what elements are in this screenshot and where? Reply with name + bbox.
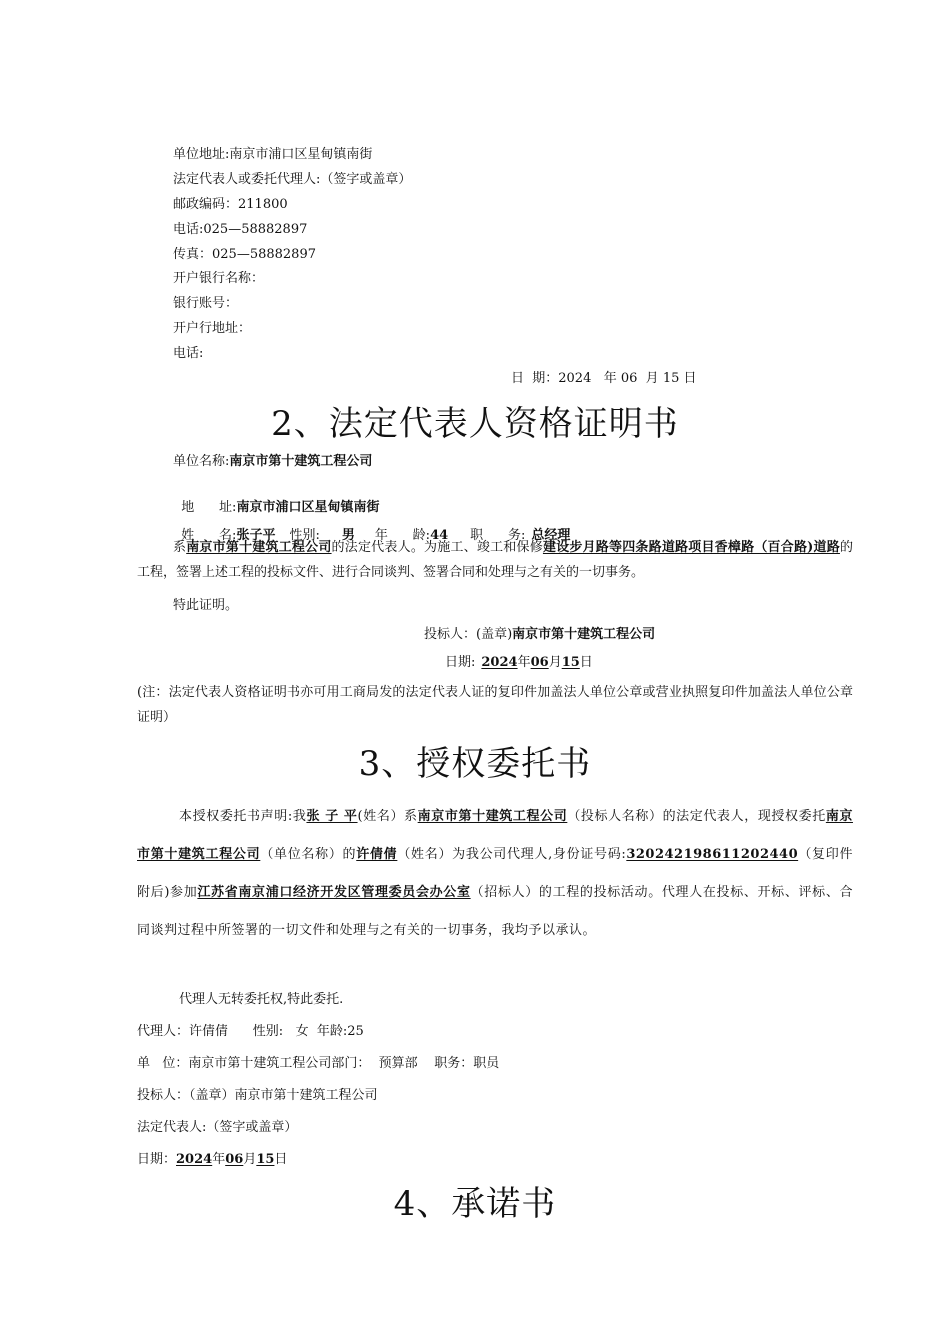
name-label: 姓 名: [181,528,237,543]
address-label: 地 址: [181,500,237,515]
auth-id: 320242198611202440 [626,847,799,862]
unit-name-label: 单位名称: [173,454,230,469]
auth-f: （复印件附后)参加 [137,847,853,900]
bidder-label: 投标人：(盖章) [424,627,513,642]
unit-name-row [173,453,372,471]
para-project: 建设步月路等四条路道路项目香樟路（百合路)道路 [542,540,840,555]
section4-title: 4、承诺书 [393,1184,557,1224]
post-value: 总经理 [531,528,571,543]
legal-rep-signature: 法定代表人或委托代理人:（签字或盖章） [173,172,412,187]
unit-name-value: 南京市第十建筑工程公司 [229,454,373,469]
section2-note: (注：法定代表人资格证明书亦可用工商局发的法定代表人证的复印件加盖法人单位公章或营业执照复印件加盖法人单位公章证明） [137,685,853,725]
postcode: 邮政编码：211800 [173,197,288,212]
date-month: 06 [530,655,549,670]
s3-month-unit: 月 [243,1152,257,1167]
phone-2: 电话: [173,346,204,361]
date-year: 2024 [481,655,518,670]
year-unit: 年 [517,655,531,670]
auth-g: （招标人）的工程的投标活动。代理人在投标、开标、评标、合同谈判过程中所签署的一切文件和处理与之有关的一切事务，我均予以承认。 [137,885,853,938]
auth-e: （姓名）为我公司代理人,身份证号码: [397,847,627,862]
section2-date [445,654,593,672]
bidder-info: 投标人：（盖章）南京市第十建筑工程公司 [137,1088,378,1103]
auth-agent: 许倩倩 [356,847,398,862]
auth-d: （单位名称）的 [260,847,357,862]
address-value: 南京市浦口区星甸镇南街 [236,500,380,515]
unit-info: 单 位：南京市第十建筑工程公司部门： 预算部 职务：职员 [137,1056,500,1071]
auth-tenderee: 江苏省南京浦口经济开发区管理委员会办公室 [197,885,471,900]
unit-address: 单位地址:南京市浦口区星甸镇南街 [173,147,373,162]
gender-value: 男 [341,528,355,543]
age-value: 44 [430,528,449,543]
auth-name: 张 子 平 [306,809,358,824]
section1-date: 日 期：2024 年 06 月 15 日 [511,371,697,386]
legal-rep-info: 法定代表人:（签字或盖章） [137,1120,298,1135]
month-unit: 月 [548,655,562,670]
s3-date-year: 2024 [176,1152,213,1167]
bank-name: 开户银行名称： [173,271,265,286]
para-mid: 的法定代表人。为施工、竣工和保修 [331,540,543,555]
bidder-row [424,626,655,644]
agent-info: 代理人：许倩倩 性别: 女 年龄:25 [137,1024,364,1039]
s3-day-unit: 日 [274,1152,288,1167]
auth-c: （投标人名称）的法定代表人，现授权委托 [567,809,826,824]
rep-paragraph [137,535,853,585]
para-company: 南京市第十建筑工程公司 [186,540,332,555]
no-transfer-text: 代理人无转委托权,特此委托. [179,992,344,1007]
day-unit: 日 [579,655,593,670]
para-prefix: 系 [173,540,187,555]
s3-year-unit: 年 [212,1152,226,1167]
para-suffix: 的工程，签署上述工程的投标文件、进行合同谈判、签署合同和处理与之有关的一切事务。 [137,540,853,580]
date-label: 日期: [445,655,476,670]
section2-title: 2、法定代表人资格证明书 [271,404,679,444]
s3-date-label: 日期： [137,1152,177,1167]
bank-address: 开户行地址： [173,321,252,336]
auth-b: (姓名）系 [357,809,418,824]
post-label: 职 务: [470,528,526,543]
gender-label: 性别: [289,528,320,543]
authorization-paragraph [137,798,853,950]
bank-account: 银行账号： [173,296,239,311]
auth-a: 本授权委托书声明:我 [179,809,307,824]
age-label: 年 龄: [374,528,431,543]
section3-title: 3、授权委托书 [358,744,592,784]
s3-date-month: 06 [225,1152,244,1167]
section3-date [137,1151,287,1169]
certify-text: 特此证明。 [173,598,239,613]
phone: 电话:025—58882897 [173,222,308,237]
name-value: 张子平 [236,528,276,543]
s3-date-day: 15 [256,1152,275,1167]
date-day: 15 [561,655,580,670]
auth-company: 南京市第十建筑工程公司 [417,809,568,824]
fax: 传真：025—58882897 [173,247,316,262]
bidder-value: 南京市第十建筑工程公司 [512,627,656,642]
auth-company-2: 南京市第十建筑工程公司 [137,809,853,862]
